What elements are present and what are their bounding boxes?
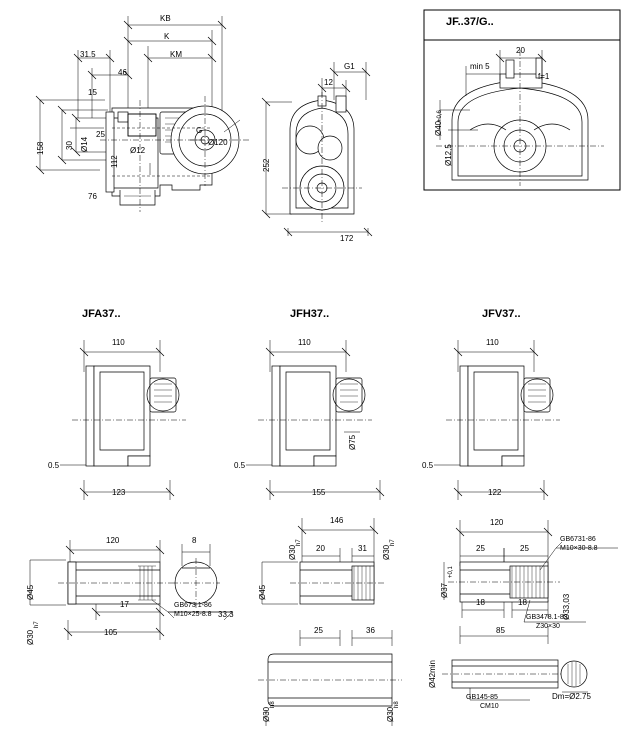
jfh-dim-155: 155	[312, 488, 326, 497]
r3r-dim-120: 120	[490, 518, 504, 527]
dim-dia14: Ø14	[80, 136, 89, 152]
jfa-dim-123: 123	[112, 488, 126, 497]
dim-15: 15	[88, 88, 97, 97]
view-title-jfh37: JFH37..	[290, 308, 330, 320]
r3r-dim-85: 85	[496, 626, 505, 635]
r3m-dim-146: 146	[330, 516, 344, 525]
inset-dim-dia125: Ø12,5	[444, 144, 453, 166]
inset-title: JF..37/G..	[446, 16, 494, 28]
r3m-dim-dia30-bot-right: Ø30	[386, 706, 395, 722]
r3r-note2-line1: GB3478.1-83	[526, 614, 568, 621]
dim-dia12: Ø12	[130, 146, 146, 155]
dim-76: 76	[88, 192, 97, 201]
jfa-dim-05: 0.5	[48, 461, 60, 470]
dim-k: K	[164, 32, 170, 41]
r3r-tol: +0,1	[448, 566, 454, 578]
r3l-dim-dia30: Ø30	[26, 629, 35, 645]
dim-kb: KB	[160, 14, 171, 23]
r3l-dim-dia45: Ø45	[26, 584, 35, 600]
r3r-dim-25b: 25	[520, 544, 529, 553]
r3r-dim-dia42min: Ø42min	[428, 659, 437, 688]
dim-12: 12	[324, 78, 333, 87]
r3l-dim-17: 17	[120, 600, 129, 609]
view-title-jfa37: JFA37..	[82, 308, 121, 320]
r3l-dim-120: 120	[106, 536, 120, 545]
r3r-dim-dia3303: Ø33,03	[562, 593, 571, 620]
jfv-dim-110: 110	[486, 338, 499, 347]
r3l-dim-333: 33.3	[218, 610, 234, 619]
dim-112: 112	[110, 155, 119, 168]
r3r-dim-dia37: Ø37	[440, 582, 449, 598]
jfh-dim-dia75: Ø75	[348, 434, 357, 450]
r3m-tol-h7-right: h7	[390, 539, 396, 546]
r3m-dim-25: 25	[314, 626, 323, 635]
inset-dim-tol: +0,6	[437, 110, 443, 122]
dim-46: 46	[118, 68, 127, 77]
jfv-dim-122: 122	[488, 488, 502, 497]
r3m-tol-h7-left: h7	[296, 539, 302, 546]
jfh-dim-110: 110	[298, 338, 311, 347]
dim-252: 252	[262, 158, 271, 172]
jfh-dim-05: 0.5	[234, 461, 246, 470]
r3l-dim-8: 8	[192, 536, 197, 545]
dim-g: G	[196, 126, 203, 135]
r3r-dim-18b: 18	[518, 598, 527, 607]
r3m-tol-h8-left: h8	[270, 701, 276, 708]
r3m-dim-31: 31	[358, 544, 367, 553]
inset-dim-f1: f=1	[538, 72, 550, 81]
r3r-note1-line1: GB6731-86	[560, 536, 596, 543]
inset-dim-20: 20	[516, 46, 525, 55]
jfv-dim-05: 0.5	[422, 461, 434, 470]
r3m-dim-dia45: Ø45	[258, 584, 267, 600]
inset-dim-dia40: Ø40	[434, 120, 443, 136]
r3r-note3-line2: CM10	[480, 703, 499, 710]
r3l-dim-105: 105	[104, 628, 118, 637]
inset-dim-min5: min 5	[470, 62, 490, 71]
r3l-note-line1: GB673 1-86	[174, 602, 212, 609]
dim-31-5: 31.5	[80, 50, 96, 59]
r3m-tol-h8-right: h8	[394, 701, 400, 708]
dim-km: KM	[170, 50, 182, 59]
r3r-dim-25a: 25	[476, 544, 485, 553]
jfa-dim-110: 110	[112, 338, 125, 347]
r3l-tol-h7: h7	[34, 621, 40, 628]
r3r-note1-line2: M10×30-8.8	[560, 545, 598, 552]
r3r-note2-line2: Z30×30	[536, 623, 560, 630]
r3m-dim-dia30-left: Ø30	[288, 544, 297, 560]
r3m-dim-20: 20	[316, 544, 325, 553]
r3m-dim-dia30-right: Ø30	[382, 544, 391, 560]
view-title-jfv37: JFV37..	[482, 308, 521, 320]
r3m-dim-dia30-bot-left: Ø30	[262, 706, 271, 722]
r3l-note-line2: M10×25-8.8	[174, 611, 212, 618]
r3r-dim-18a: 18	[476, 598, 485, 607]
dim-dia120: Ø120	[208, 138, 228, 147]
r3r-dim-dm: Dm=Ø2.75	[552, 692, 591, 701]
dim-25: 25	[96, 130, 105, 139]
dim-172: 172	[340, 234, 354, 243]
dim-g1: G1	[344, 62, 355, 71]
r3m-dim-36: 36	[366, 626, 375, 635]
dim-30: 30	[65, 141, 74, 150]
dim-158: 158	[36, 141, 45, 155]
r3r-note3-line1: GB145-85	[466, 694, 498, 701]
